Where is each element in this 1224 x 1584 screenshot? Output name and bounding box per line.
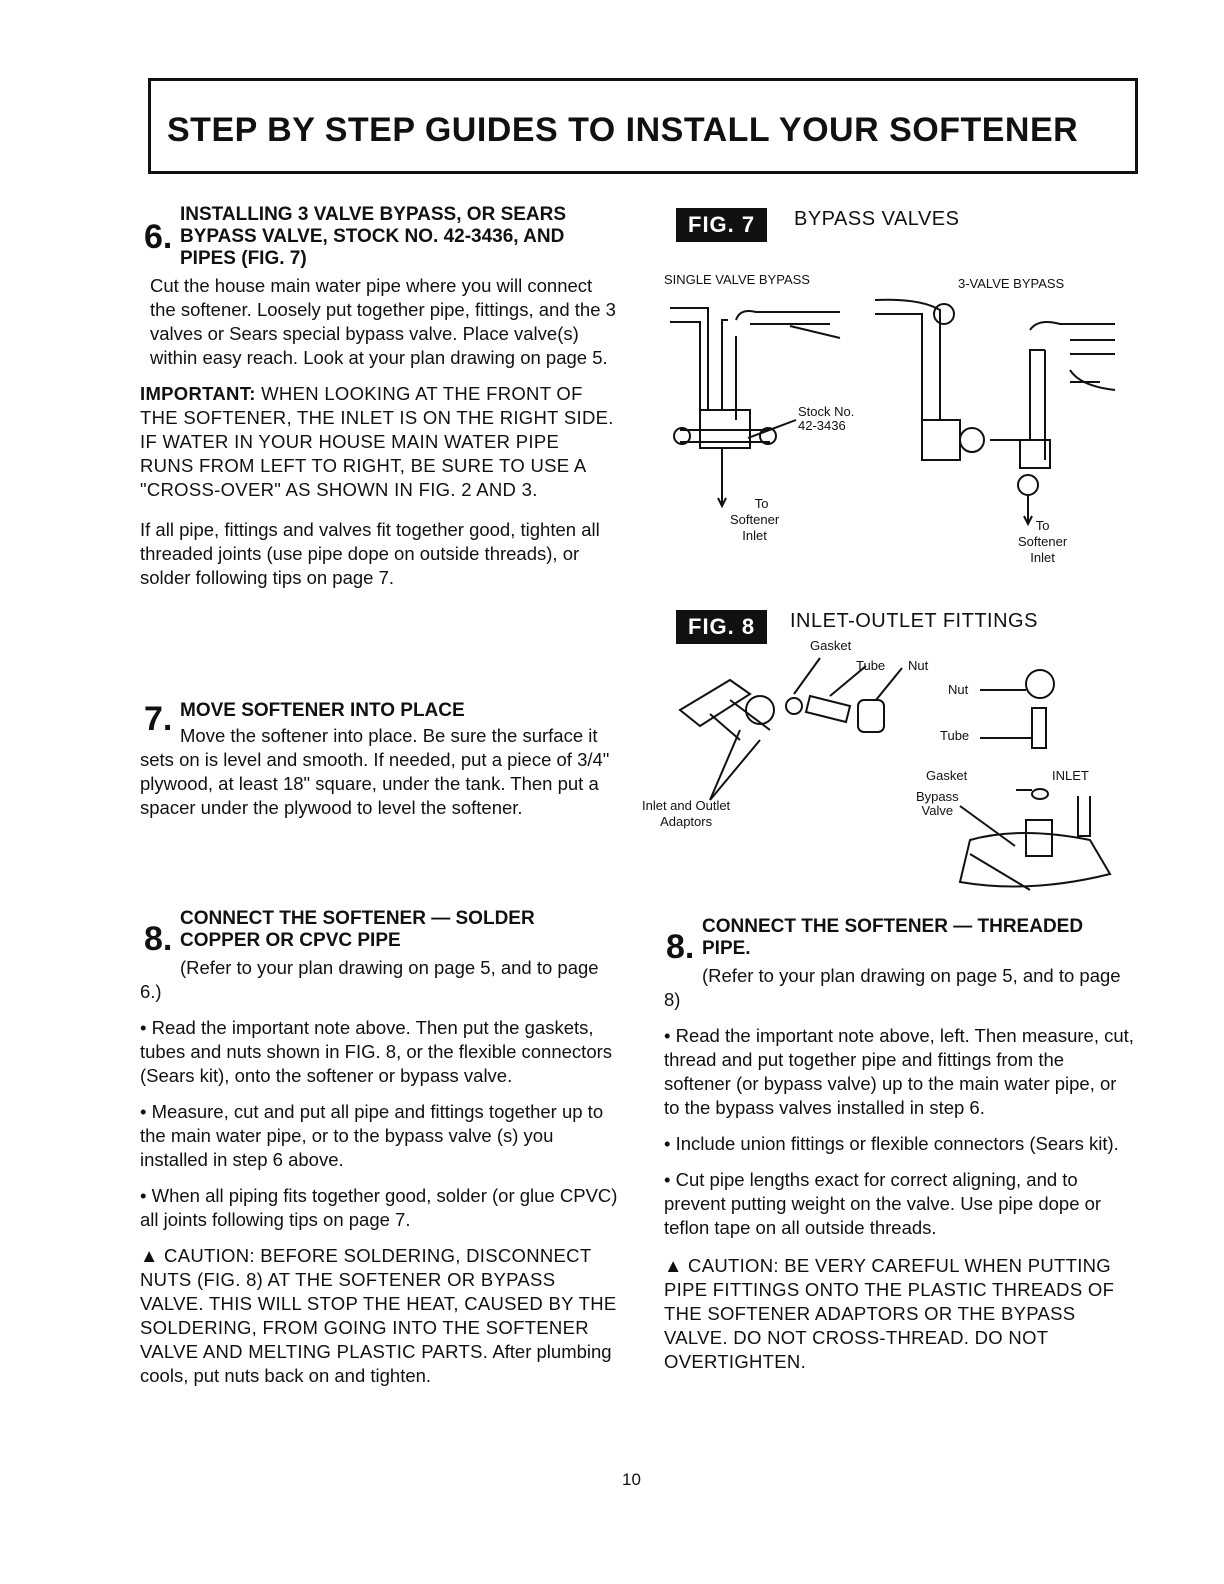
valve-label: Valve [921, 803, 954, 818]
step-8-threaded-bullet-1: • Read the important note above, left. Then measure, cut, thread and put together pipe and fittings from the softener (or bypass valve) up to the main water pipe, or to the bypass valves installed in step 6. [664, 1025, 1134, 1118]
page-title: STEP BY STEP GUIDES TO INSTALL YOUR SOFTENER [167, 111, 1079, 149]
step-6-text: Cut the house main water pipe where you will connect the softener. Loosely put together pipe, fittings, and the 3 valves or Sears special bypass valve. Place valve(s) within easy reach. Look at your plan drawing on page 5. [150, 275, 616, 368]
fig-7-three-label: 3-VALVE BYPASS [958, 276, 1065, 291]
important-label: IMPORTANT: [140, 383, 256, 404]
step-8-threaded [664, 916, 1134, 1374]
step-8-solder-bullet-2: • Measure, cut and put all pipe and fittings together up to the main water pipe, or to the bypass valve (s) you installed in step 6 above. [140, 1101, 604, 1170]
fig-7-title: BYPASS VALVES [794, 208, 960, 230]
step-8-solder-intro: (Refer to your plan drawing on page 5, and to page 6.) [140, 957, 599, 1002]
adaptors-line-1: Inlet and Outlet [642, 798, 731, 813]
step-8-solder [140, 908, 618, 1388]
left-to-label: To [754, 496, 769, 511]
step-8-threaded-intro: (Refer to your plan drawing on page 5, and to page 8) [664, 965, 1121, 1010]
step-7-number: 7. [144, 700, 173, 738]
step-8-solder-bullet-1: • Read the important note above. Then put the gaskets, tubes and nuts shown in FIG. 8, or the flexible connectors (Sears kit), onto the softener or bypass valve. [140, 1017, 613, 1086]
fig-8-gasket-label: Gasket [810, 638, 852, 653]
stock-number: 42-3436 [798, 418, 846, 433]
fig-8-tube-label-right: Tube [940, 728, 970, 743]
solder-caution-tail: After plumbing cools, put nuts back on and tighten. [140, 1341, 612, 1386]
step-7-heading: MOVE SOFTENER INTO PLACE [180, 700, 465, 721]
step-7 [140, 700, 618, 820]
fig-7-label: FIG. 7 [676, 208, 767, 242]
right-inlet-label: Inlet [1030, 550, 1055, 565]
fig-8-nut-label-right: Nut [948, 682, 969, 697]
fig-8-label: FIG. 8 [676, 610, 767, 644]
fig-8-nut-label: Nut [908, 658, 929, 673]
fig-8-drawing [670, 650, 1120, 900]
fig-8-tube-label: Tube [856, 658, 886, 673]
adaptors-line-2: Adaptors [660, 814, 713, 829]
step-8-solder-caution [140, 1244, 618, 1388]
right-to-label: To [1035, 518, 1050, 533]
step-8-solder-bullet-3: • When all piping fits together good, solder (or glue CPVC) all joints following tips on page 7. [140, 1185, 618, 1230]
step-6-tighten-text: If all pipe, fittings and valves fit together good, tighten all threaded joints (use pipe dope on outside threads), or solder following tips on page 7. [140, 519, 600, 588]
step-6-heading: INSTALLING 3 VALVE BYPASS, OR SEARS BYPASS VALVE, STOCK NO. 42-3436, AND PIPES (FIG. 7) [180, 204, 567, 269]
fig-7-stock-label [798, 405, 854, 433]
step-7-text: Move the softener into place. Be sure the surface it sets on is level and smooth. If needed, put a piece of 3/4" plywood, at least 18" square, under the tank. Then put a spacer under the plywood to level the softener. [140, 725, 610, 818]
fig-8-gasket-label-right: Gasket [926, 768, 968, 783]
step-8-threaded-bullet-2: • Include union fittings or flexible connectors (Sears kit). [664, 1133, 1119, 1154]
fig-8-title: INLET-OUTLET FITTINGS [790, 610, 1038, 632]
step-8-threaded-heading: CONNECT THE SOFTENER — THREADED PIPE. [702, 916, 1084, 959]
right-softener-label: Softener [1018, 534, 1068, 549]
important-text: WHEN LOOKING AT THE FRONT OF THE SOFTENER, THE INLET IS ON THE RIGHT SIDE. IF WATER IN YOUR HOUSE MAIN WATER PIPE RUNS FROM LEFT TO RIGHT, BE SURE TO USE A "CROSS-OVER" AS SHOWN IN FIG. 2 AND 3. [140, 383, 614, 500]
left-inlet-label: Inlet [742, 528, 767, 543]
left-softener-label: Softener [730, 512, 780, 527]
step-8-threaded-bullet-3: • Cut pipe lengths exact for correct aligning, and to prevent putting weight on the valve. Use pipe dope or teflon tape on all outside threads. [664, 1169, 1102, 1238]
step-8-threaded-caution: ▲ CAUTION: BE VERY CAREFUL WHEN PUTTING PIPE FITTINGS ONTO THE PLASTIC THREADS OF THE SOFTENER ADAPTORS OR THE BYPASS VALVE. DO NOT CROSS-THREAD. DO NOT OVERTIGHTEN. [664, 1255, 1115, 1372]
step-8-solder-number: 8. [144, 920, 173, 958]
step-8-threaded-number: 8. [666, 928, 695, 966]
fig-7-single-label: SINGLE VALVE BYPASS [664, 272, 810, 287]
stock-label: Stock No. [798, 404, 855, 419]
page-banner [148, 78, 1138, 174]
step-6-important [140, 382, 618, 502]
bypass-label: Bypass [916, 789, 959, 804]
step-8-solder-heading: CONNECT THE SOFTENER — SOLDER COPPER OR CPVC PIPE [180, 908, 535, 951]
solder-caution-text: ▲ CAUTION: BEFORE SOLDERING, DISCONNECT NUTS (FIG. 8) AT THE SOFTENER OR BYPASS VALVE. THIS WILL STOP THE HEAT, CAUSED BY THE SOLDERING, FROM GOING INTO THE SOFTENER VALVE AND MELTING PLASTIC PARTS. [140, 1245, 617, 1362]
page-number: 10 [622, 1470, 641, 1489]
step-6-number: 6. [144, 218, 173, 256]
step-6 [140, 204, 618, 590]
fig-7-right-outlet-label [1018, 518, 1067, 566]
fig-8-inlet-label: INLET [1052, 768, 1089, 783]
fig-7-left-outlet-label [730, 496, 779, 544]
